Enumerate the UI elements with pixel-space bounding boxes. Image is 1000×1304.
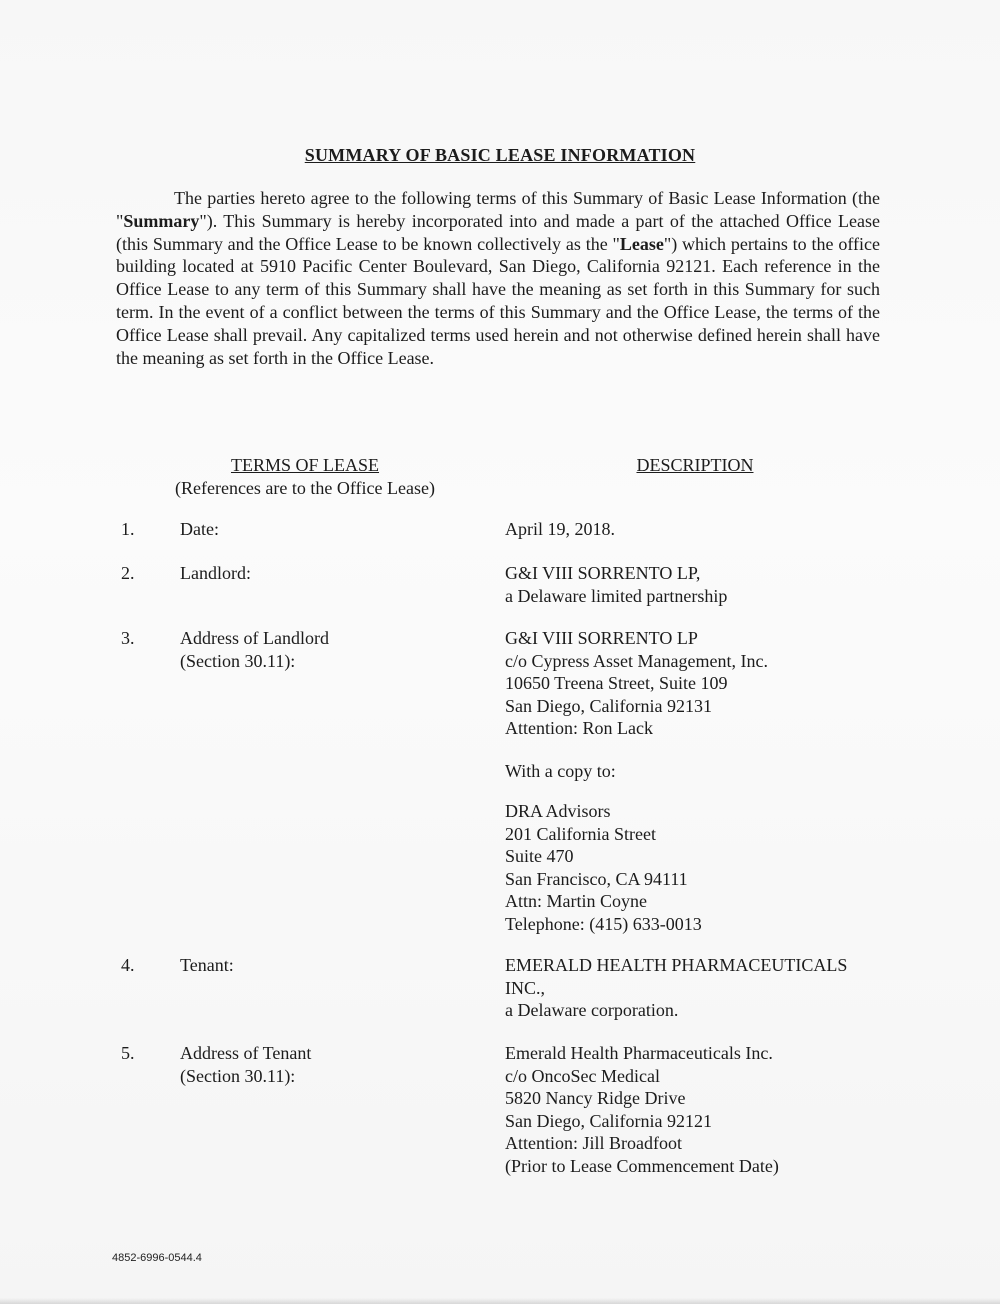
item-2-desc-line: a Delaware limited partnership bbox=[505, 585, 728, 606]
item-2-description bbox=[505, 562, 905, 607]
item-4-number: 4. bbox=[121, 955, 135, 975]
item-1-label-line: Date: bbox=[180, 519, 219, 539]
item-3-copy-line: Attn: Martin Coyne bbox=[505, 891, 647, 912]
item-4-description bbox=[505, 954, 905, 1022]
item-5-desc-line: 5820 Nancy Ridge Drive bbox=[505, 1088, 686, 1109]
terms-header-label: TERMS OF LEASE bbox=[230, 455, 380, 475]
item-3-copy-address bbox=[505, 800, 905, 936]
item-3-desc-line: c/o Cypress Asset Management, Inc. bbox=[505, 650, 768, 671]
item-4-label-line: Tenant: bbox=[180, 955, 234, 975]
item-5-description bbox=[505, 1042, 905, 1178]
item-5-desc-line: Attention: Jill Broadfoot bbox=[505, 1133, 682, 1154]
item-3-copy-line: San Francisco, CA 94111 bbox=[505, 868, 688, 889]
item-2-desc-line: G&I VIII SORRENTO LP, bbox=[505, 563, 701, 583]
item-5-label bbox=[180, 1042, 480, 1087]
item-1-number: 1. bbox=[121, 519, 135, 539]
item-3-copy-note bbox=[505, 760, 905, 783]
item-3-label bbox=[180, 627, 480, 672]
item-5-desc-line: San Diego, California 92121 bbox=[505, 1110, 712, 1131]
terms-column-header bbox=[130, 454, 480, 500]
item-2-number: 2. bbox=[121, 563, 135, 583]
intro-bold-lease: Lease bbox=[619, 233, 664, 254]
item-5-number: 5. bbox=[121, 1043, 135, 1063]
item-5-desc-line: c/o OncoSec Medical bbox=[505, 1065, 660, 1086]
item-1-desc-line: April 19, 2018. bbox=[505, 519, 615, 539]
item-3-copy-line: Telephone: (415) 633-0013 bbox=[505, 913, 702, 934]
item-2-label bbox=[180, 562, 480, 585]
description-column-header bbox=[560, 454, 830, 477]
item-5-desc-line: Emerald Health Pharmaceuticals Inc. bbox=[505, 1043, 773, 1063]
item-3-desc-line: 10650 Treena Street, Suite 109 bbox=[505, 673, 728, 694]
item-3-number: 3. bbox=[121, 628, 135, 648]
intro-paragraph bbox=[116, 187, 880, 369]
item-3-copy-line: DRA Advisors bbox=[505, 801, 611, 821]
item-3-desc-line: G&I VIII SORRENTO LP bbox=[505, 628, 698, 648]
item-5-desc-line: (Prior to Lease Commencement Date) bbox=[505, 1155, 779, 1176]
intro-text-1: The parties hereto agree to the following terms of this Summary of Basic Lease Information (the " bbox=[116, 188, 880, 231]
item-2-label-line: Landlord: bbox=[180, 563, 251, 583]
item-5-label-line: Address of Tenant bbox=[180, 1043, 312, 1063]
item-3-copy-line: 201 California Street bbox=[505, 823, 656, 844]
intro-text-3: ") which pertains to the office building located at 5910 Pacific Center Boulevard, San Diego, California 92121. Each reference in the Office Lease to any term of this Summary shall have the meaning as set forth in this Summary for such term. In the event of a conflict between the terms of this Summary and the Office Lease, the terms of the Office Lease shall prevail. Any capitalized terms used herein and not otherwise defined herein shall have the meaning as set forth in the Office Lease. bbox=[116, 233, 880, 368]
terms-header-note: (References are to the Office Lease) bbox=[174, 478, 435, 498]
item-3-label-line: (Section 30.11): bbox=[180, 650, 296, 671]
document-id: 4852-6996-0544.4 bbox=[112, 1252, 202, 1264]
item-1-label bbox=[180, 518, 480, 541]
item-3-desc-line: San Diego, California 92131 bbox=[505, 695, 712, 716]
item-4-desc-line: INC., bbox=[505, 977, 545, 998]
item-3-label-line: Address of Landlord bbox=[180, 628, 329, 648]
item-3-description bbox=[505, 627, 905, 740]
item-3-copy-note-line: With a copy to: bbox=[505, 761, 616, 781]
intro-text-2: "). This Summary is hereby incorporated into and made a part of the attached Office Lease (this Summary and the Office Lease to be known collectively as the " bbox=[116, 210, 880, 254]
item-4-desc-line: EMERALD HEALTH PHARMACEUTICALS bbox=[505, 955, 848, 975]
item-4-desc-line: a Delaware corporation. bbox=[505, 1000, 679, 1021]
intro-bold-summary: Summary bbox=[123, 210, 200, 231]
item-4-label bbox=[180, 954, 480, 977]
item-1-description bbox=[505, 518, 905, 541]
item-3-desc-line: Attention: Ron Lack bbox=[505, 718, 653, 739]
item-3-copy-line: Suite 470 bbox=[505, 846, 574, 867]
item-5-label-line: (Section 30.11): bbox=[180, 1065, 296, 1086]
document-title: SUMMARY OF BASIC LEASE INFORMATION bbox=[304, 145, 696, 165]
description-header-label: DESCRIPTION bbox=[636, 455, 754, 475]
